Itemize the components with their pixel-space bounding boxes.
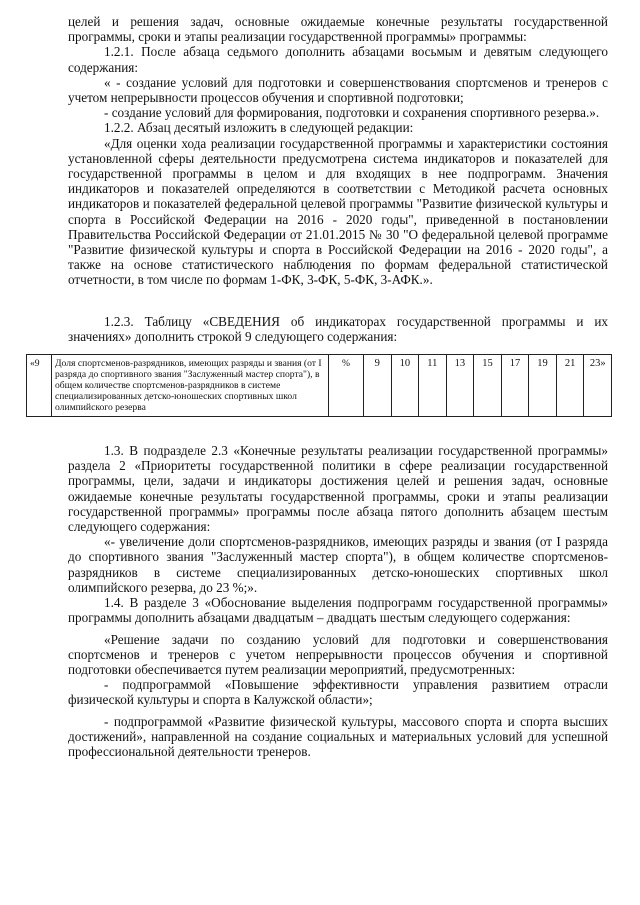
- paragraph-1-2-2: 1.2.2. Абзац десятый изложить в следующей редакции:: [104, 120, 414, 136]
- paragraph-continuation: целей и решения задач, основные ожидаемые конечные результаты государственной программы, сроки и этапы реализации государственной программы» программы:: [68, 14, 608, 45]
- paragraph-quote-7: - подпрограммой «Развитие физической культуры, массового спорта и спорта высших достижений», направленной на создание социальных и материальных условий для успешной профессиональной деятельности тренеров.: [68, 713, 608, 759]
- paragraph-1-2-3: 1.2.3. Таблицу «СВЕДЕНИЯ об индикаторах государственной программы и их значениях» дополнить строкой 9 следующего содержания:: [68, 313, 608, 344]
- paragraph-quote-3: «Для оценки хода реализации государственной программы и характеристики состояния установленной сферы деятельности предусмотрена система индикаторов и показателей для государственной программы в целом и для входящих в нее подпрограмм. Значения индикаторов и показателей определяются в соответствии с Методикой расчета основных индикаторов и показателей федеральной целевой программы "Развитие физической культуры и спорта в Российской Федерации на 2016 - 2020 годы", приведенной в постановлении Правительства Российской Федерации от 21.01.2015 № 30 "О федеральной целевой программе "Развитие физической культуры и спорта в Российской Федерации на 2016 - 2020 годы", а также на основе статистического наблюдения по формам федеральной статистической отчетности, в том числе по формам 1-ФК, 3-ФК, 5-ФК, 3-АФК.».: [68, 135, 608, 288]
- paragraph-1-3: 1.3. В подразделе 2.3 «Конечные результаты реализации государственной программы» раздела 2 «Приоритеты государственной политики в сфере реализации государственной программы, цели, задачи и индикаторы достижения целей и решения задач, основные ожидаемые конечные результаты государственной программы, сроки и этапы реализации государственной программы» программы после абзаца пятого дополнить абзацем шестым следующего содержания:: [68, 443, 608, 535]
- paragraph-quote-4: «- увеличение доли спортсменов-разрядников, имеющих разряды и звания (от I разряда до спортивного звания "Заслуженный мастер спорта"), в общем количестве спортсменов-разрядников в системе специализированных детско-юношеских спортивных школ олимпийского резерва, до 23 %;».: [68, 534, 608, 595]
- paragraph-1-2-1: 1.2.1. После абзаца седьмого дополнить абзацами восьмым и девятым следующего содержания:: [68, 44, 608, 75]
- value-cell: 9: [364, 355, 392, 417]
- paragraph-quote-6: - подпрограммой «Повышение эффективности управления развитием отрасли физической культуры и спорта в Калужской области»;: [68, 677, 608, 708]
- value-cell: 11: [419, 355, 447, 417]
- value-cell: 19: [529, 355, 557, 417]
- value-cell: 23»: [584, 355, 612, 417]
- paragraph-quote-5: «Решение задачи по созданию условий для подготовки и совершенствования спортсменов и тренеров с учетом непрерывности процессов обучения и спортивной подготовки обеспечивается путем реализации мероприятий, предусмотренных:: [68, 631, 608, 677]
- paragraph-quote-2: - создание условий для формирования, подготовки и сохранения спортивного резерва.».: [104, 105, 600, 121]
- paragraph-1-4: 1.4. В разделе 3 «Обоснование выделения подпрограмм государственной программы» программы дополнить абзацами двадцатым – двадцать шестым следующего содержания:: [68, 595, 608, 626]
- indicator-table: [26, 354, 612, 417]
- value-cell: 13: [446, 355, 474, 417]
- paragraph-quote-1: « - создание условий для подготовки и совершенствования спортсменов и тренеров с учетом непрерывности процессов обучения и спортивной подготовки;: [68, 74, 608, 106]
- value-cell: 17: [501, 355, 529, 417]
- table-row: [27, 355, 612, 417]
- unit-cell: %: [329, 355, 364, 417]
- value-cell: 15: [474, 355, 502, 417]
- indicator-name: Доля спортсменов-разрядников, имеющих разряды и звания (от I разряда до спортивного звания "Заслуженный мастер спорта"), в общем количестве спортсменов-разрядников в системе специализированных детско-юношеских спортивных школ олимпийского резерва: [52, 355, 329, 417]
- row-number: «9: [27, 355, 52, 417]
- value-cell: 21: [556, 355, 584, 417]
- value-cell: 10: [391, 355, 419, 417]
